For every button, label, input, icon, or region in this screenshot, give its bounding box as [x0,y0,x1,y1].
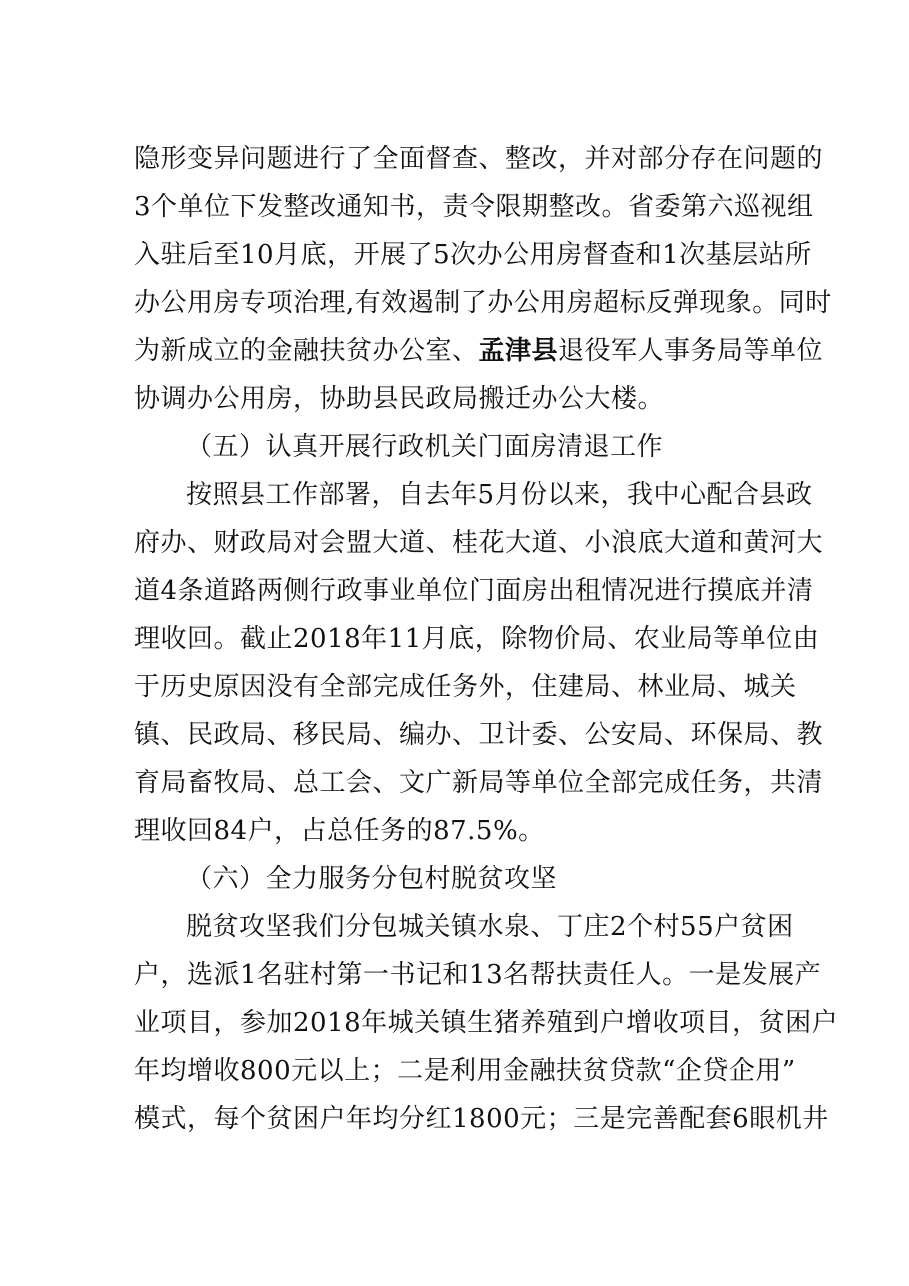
section-heading: （五）认真开展行政机关门面房清退工作 [186,432,664,462]
body-text-line: 隐形变异问题进行了全面督查、整改，并对部分存在问题的 [134,144,824,174]
body-text-line: 3个单位下发整改通知书，责令限期整改。省委第六巡视组 [134,192,814,222]
bold-county-name: 孟津县 [478,336,559,366]
body-text-line: 办公用房专项治理,有效遏制了办公用房超标反弹现象。同时 [134,288,832,318]
body-text-line: 年均增收800元以上；二是利用金融扶贫贷款“企贷企用” [134,1056,796,1086]
body-text-line: 户，选派1名驻村第一书记和13名帮扶责任人。一是发展产 [134,960,822,990]
section-heading: （六）全力服务分包村脱贫攻坚 [186,864,558,894]
body-text-line: 业项目，参加2018年城关镇生猪养殖到户增收项目，贫困户 [134,1008,839,1038]
body-text-line: 道4条道路两侧行政事业单位门面房出租情况进行摸底并清 [134,576,814,606]
paragraph-first-line: 脱贫攻坚我们分包城关镇水泉、丁庄2个村55户贫困 [186,912,794,942]
body-text-line: 协调办公用房，协助县民政局搬迁办公大楼。 [134,384,665,414]
body-text-line: 入驻后至10月底，开展了5次办公用房督查和1次基层站所 [134,240,812,270]
body-text-line: 理收回84户，占总任务的87.5%。 [134,816,545,846]
body-text-line: 于历史原因没有全部完成任务外，住建局、林业局、城关 [134,672,797,702]
body-text-segment: 退役军人事务局等单位 [558,336,824,366]
body-text-segment: 为新成立的金融扶贫办公室、 [134,336,479,366]
paragraph-first-line: 按照县工作部署，自去年5月份以来，我中心配合县政 [186,480,813,510]
body-text-line: 府办、财政局对会盟大道、桂花大道、小浪底大道和黄河大 [134,528,824,558]
body-text-line: 模式，每个贫困户年均分红1800元；三是完善配套6眼机井 [134,1104,829,1134]
body-text-line: 育局畜牧局、总工会、文广新局等单位全部完成任务，共清 [134,768,824,798]
body-text-line: 理收回。截止2018年11月底，除物价局、农业局等单位由 [134,624,820,654]
body-text-line: 镇、民政局、移民局、编办、卫计委、公安局、环保局、教 [134,720,824,750]
body-text-line [134,335,824,367]
